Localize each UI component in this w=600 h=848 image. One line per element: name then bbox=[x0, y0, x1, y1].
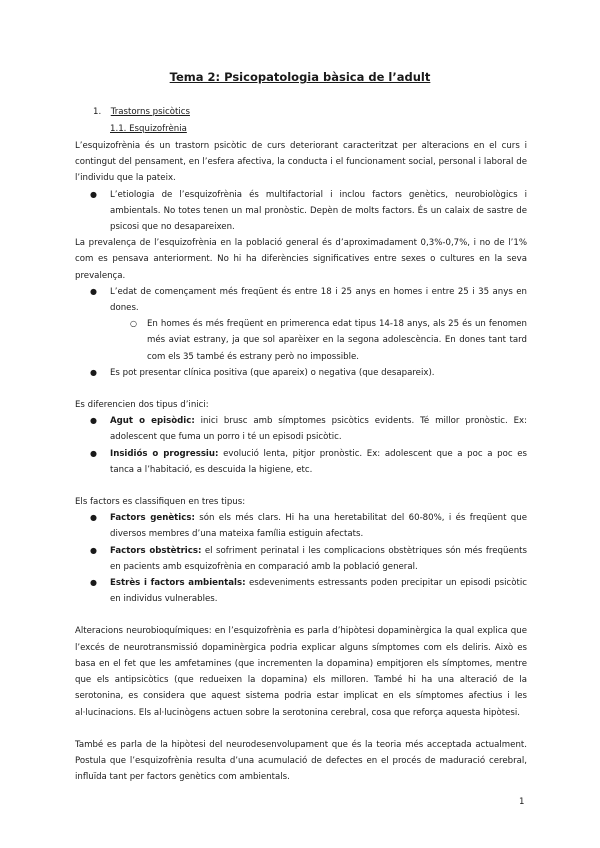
spacer bbox=[75, 721, 527, 737]
document-body bbox=[75, 138, 527, 785]
paragraph: També es parla de la hipòtesi del neurodesenvolupament que és la teoria més acceptada actualment. Postula que l’esquizofrènia resulta d’una acumulació de defectes en el procés de maduració cerebral, influïda tant per factors genètics com ambientals. bbox=[75, 739, 527, 783]
term: Insidiós o progressiu: bbox=[110, 448, 219, 459]
list-item: ● Es pot presentar clínica positiva (que apareix) o negativa (que desapareix). bbox=[75, 365, 527, 381]
section-label: Trastorns psicòtics bbox=[110, 107, 190, 117]
bullet-list bbox=[75, 510, 527, 607]
term: Agut o episòdic: bbox=[110, 416, 195, 427]
list-item bbox=[75, 543, 527, 575]
list-item bbox=[75, 446, 527, 478]
paragraph: L’esquizofrènia és un trastorn psicòtic de curs deteriorant caracteritzat per alteracions en el curs i contingut del pensament, en l’esfera afectiva, la conducta i el funcionament social, personal i laboral de l’individu que la pateix. bbox=[75, 141, 527, 184]
section-number: 1. bbox=[93, 107, 102, 117]
term: Estrès i factors ambientals: bbox=[110, 578, 246, 589]
term: Factors obstètrics: bbox=[110, 545, 202, 556]
sub-list-item: ○ En homes és més freqüent en primerenca edat tipus 14-18 anys, als 25 és un fenomen més aviat estrany, ja que sol aparèixer en la segona adolescència. En dones tant tard com els 35 també és estrany però no impossible. bbox=[75, 316, 527, 365]
spacer bbox=[75, 607, 527, 623]
paragraph: Els factors es classifiquen en tres tipus: bbox=[75, 497, 246, 508]
list-item: ● L’etiologia de l’esquizofrènia és multifactorial i inclou factors genètics, neurobiològics i ambientals. No totes tenen un mal pronòstic. Depèn de molts factors. És un calaix de sastre de psicosi que no desapareixen. bbox=[75, 187, 527, 236]
definition: esdeveniments estressants poden precipitar un episodi psicòtic en individus vulnerables. bbox=[110, 578, 527, 605]
bullet-list bbox=[75, 187, 527, 236]
paragraph: La prevalença de l’esquizofrènia en la població general és d’aproximadament 0,3%-0,7%, i no de l’1% com es pensava anteriorment. No hi ha diferències significatives entre sexes o cultures en la seva prevalença. bbox=[75, 238, 527, 281]
list-item bbox=[75, 575, 527, 607]
spacer bbox=[75, 478, 527, 494]
bullet-list bbox=[75, 413, 527, 478]
page-number: 1 bbox=[519, 797, 525, 807]
definition: evolució lenta, pitjor pronòstic. Ex: adolescent que a poc a poc es tanca a l’habitació, es descuida la higiene, etc. bbox=[110, 448, 527, 475]
section-heading bbox=[93, 107, 190, 117]
spacer bbox=[75, 381, 527, 397]
list-item bbox=[75, 284, 527, 365]
subsection-heading: 1.1. Esquizofrènia bbox=[110, 124, 187, 134]
term: Factors genètics: bbox=[110, 513, 195, 524]
paragraph: Alteracions neurobioquímiques: en l’esquizofrènia es parla d’hipòtesi dopaminèrgica la qual explica que l’excés de neurotransmissió dopaminèrgica podria explicar alguns símptomes com els deliris. Això es basa en el fet que les amfetamines (que incrementen la dopamina) empitjoren els símptomes, mentre que els antipsicòtics (que redueixen la dopamina) els milloren. També hi ha una alteració de la serotonina, es considera que aquest sistema podria estar implicat en els símptomes afectius i les al·lucinacions. Els al·lucinògens actuen sobre la serotonina cerebral, cosa que reforça aquesta hipòtesi. bbox=[75, 626, 527, 718]
definition: inici brusc amb símptomes psicòtics evidents. Té millor pronòstic. Ex: adolescent que fuma un porro i té un episodi psicòtic. bbox=[110, 416, 527, 443]
list-item bbox=[75, 413, 527, 445]
list-item-text: L’edat de començament més freqüent és entre 18 i 25 anys en homes i entre 25 i 35 anys en dones. bbox=[110, 286, 527, 314]
definition: són els més clars. Hi ha una heretabilitat del 60-80%, i és freqüent que diversos membres d’una mateixa família estiguin afectats. bbox=[110, 513, 527, 540]
definition: el sofriment perinatal i les complicacions obstètriques són més freqüents en pacients amb esquizofrènia en comparació amb la població general. bbox=[110, 545, 527, 572]
paragraph: Es diferencien dos tipus d’inici: bbox=[75, 400, 209, 411]
bullet-list bbox=[75, 284, 527, 381]
sub-bullet-list bbox=[75, 316, 527, 365]
list-item bbox=[75, 510, 527, 542]
page-title: Tema 2: Psicopatologia bàsica de l’adult bbox=[169, 70, 431, 84]
